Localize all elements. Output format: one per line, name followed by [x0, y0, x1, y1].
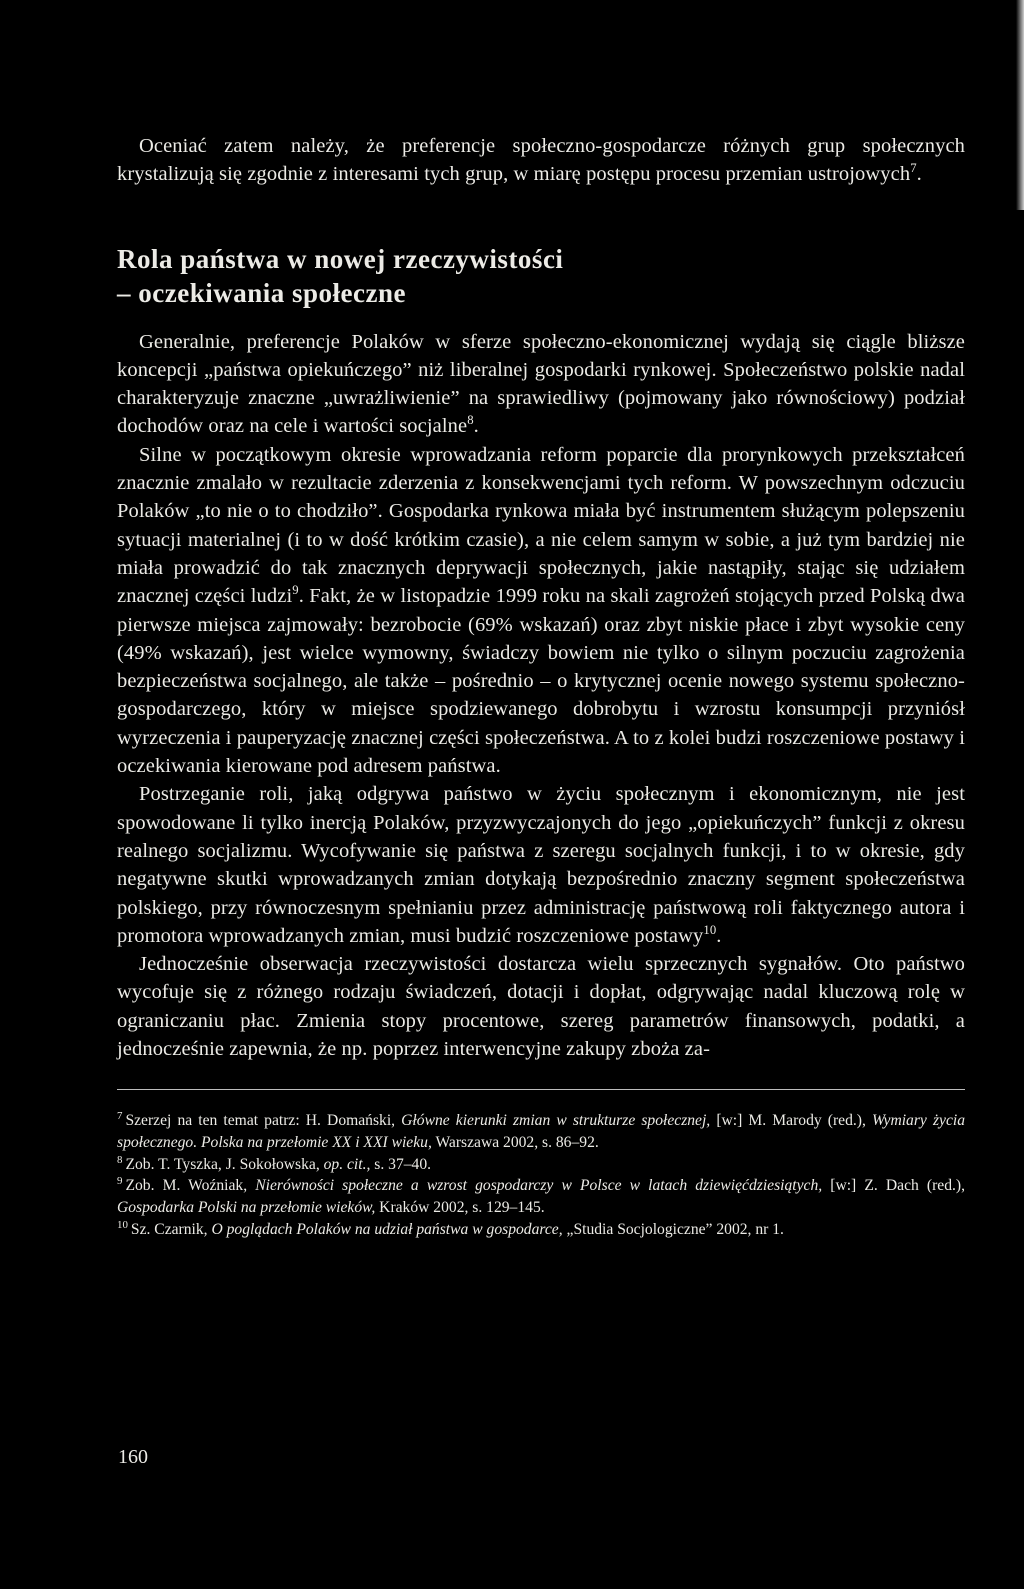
paragraph-intro — [117, 132, 965, 189]
footnote-text: [w:] M. Marody (red.), — [710, 1112, 872, 1130]
paragraph-3-text: Postrzeganie roli, jaką odgrywa państwo w życiu społecznym i ekonomicznym, nie jest spowodowane li tylko inercją Polaków, przyzwyczajonych do jego „opiekuńczych” funkcji z okresu realnego socjalizmu. Wycofywanie się państwa z szeregu socjalnych funkcji, i to w okresie, gdy negatywne skutki wprowadzanych zmian dotykają bezpośrednio znaczny segment społeczeństwa polskiego, przy równoczesnym spełnianiu przez administrację państwową roli faktycznego autora i promotora wprowadzanych zmian, musi budzić roszczeniowe postawy — [117, 783, 965, 947]
footnote-8 — [117, 1154, 965, 1176]
footnote-title: Gospodarka Polski na przełomie wieków, — [117, 1199, 376, 1217]
paragraph-2 — [117, 441, 965, 781]
paragraph-1-text: Generalnie, preferencje Polaków w sferze społeczno-ekonomicznej wydają się ciągle bliższe koncepcji „państwa opiekuńczego” niż liberalnej gospodarki rynkowej. Społeczeństwo polskie nadal charakteryzuje znaczne „uwrażliwienie” na sprawiedliwy (pojmowany jako równościowy) podział dochodów oraz na cele i wartości socjalne — [117, 330, 965, 438]
paragraph-3-end: . — [716, 924, 722, 947]
footnote-number: 10 — [117, 1218, 128, 1231]
paragraph-2-text-b: . Fakt, że w listopadzie 1999 roku na skali zagrożeń stojących przed Polską dwa pierwsze miejsca zajmowały: bezrobocie (69% wskazań) oraz zbyt niskie płace i zbyt wysokie ceny (49% wskazań), jest wielce wymowny, świadczy bowiem nie tylko o silnym poczuciu zagrożenia bezpieczeństwa socjalnego, ale także – pośrednio – o krytycznej ocenie nowego systemu społeczno-gospodarczego, który w miejsce spodziewanego dobrobytu i wzrostu konsumpcji przyniósł wyrzeczenia i pauperyzację znacznej części społeczeństwa. A to z kolei budzi roszczeniowe postawy i oczekiwania kierowane pod adresem państwa. — [117, 585, 965, 778]
paragraph-3 — [117, 780, 965, 950]
section-heading — [117, 242, 965, 310]
footnote-text: Szerzej na ten temat patrz: H. Domański, — [125, 1112, 402, 1130]
footnote-text: Sz. Czarnik, — [130, 1220, 212, 1238]
paragraph-intro-end: . — [916, 163, 922, 186]
footnote-text: s. 37–40. — [370, 1155, 432, 1173]
footnotes — [117, 1110, 965, 1240]
paragraph-1 — [117, 328, 965, 441]
footnote-ref-10[interactable]: 10 — [703, 923, 717, 937]
paragraph-1-end: . — [473, 415, 479, 438]
footnote-number: 8 — [117, 1153, 123, 1166]
footnote-number: 7 — [117, 1110, 123, 1123]
section-heading-line-2: – oczekiwania społeczne — [117, 277, 406, 308]
paragraph-2-text-a: Silne w początkowym okresie wprowadzania reform poparcie dla prorynkowych przekształceń znacznie zmalało w rezultacie zderzenia z konsekwencjami tych reform. W powszechnym odczuciu Polaków „to nie o to chodziło”. Gospodarka rynkowa miała być instrumentem służącym polepszeniu sytuacji materialnej (i to w dość krótkim czasie), a nie celem samym w sobie, a już tym bardziej nie miała prowadzić do tak znacznych deprywacji społecznych, jakie nastąpiły, stając się udziałem znacznej części ludzi — [117, 443, 965, 608]
footnote-number: 9 — [117, 1175, 123, 1188]
footnote-9 — [117, 1175, 965, 1218]
footnote-text: Zob. M. Woźniak, — [125, 1177, 256, 1195]
paragraph-intro-text: Oceniać zatem należy, że preferencje społeczno-gospodarcze różnych grup społecznych krystalizują się zgodnie z interesami tych grup, w miarę postępu procesu przemian ustrojowych — [117, 135, 965, 186]
footnote-title: Wymiary życia społecznego. Polska na przełomie XX i XXI wieku, — [117, 1112, 965, 1152]
footnote-7 — [117, 1110, 965, 1153]
footnote-ref-9[interactable]: 9 — [292, 583, 299, 598]
footnote-text: Zob. T. Tyszka, J. Sokołowska, — [125, 1155, 324, 1173]
paragraph-4 — [117, 950, 965, 1063]
page-edge-shadow — [1016, 0, 1024, 210]
section-heading-line-1: Rola państwa w nowej rzeczywistości — [117, 243, 564, 274]
footnote-text: [w:] Z. Dach (red.), — [822, 1177, 965, 1195]
page-number: 160 — [118, 1446, 148, 1468]
footnote-text: „Studia Socjologiczne” 2002, nr 1. — [562, 1220, 784, 1238]
footnote-title: Główne kierunki zmian w strukturze społecznej, — [401, 1112, 711, 1130]
footnote-ref-7[interactable]: 7 — [910, 161, 917, 176]
footnote-text: Kraków 2002, s. 129–145. — [375, 1199, 545, 1217]
footnote-title: op. cit., — [323, 1155, 371, 1173]
footnote-ref-8[interactable]: 8 — [467, 413, 474, 428]
footnote-divider — [117, 1089, 965, 1090]
footnote-title: Nierówności społeczne a wzrost gospodarczy w Polsce w latach dziewięćdziesiątych, — [255, 1177, 823, 1195]
footnote-title: O poglądach Polaków na udział państwa w gospodarce, — [211, 1220, 563, 1238]
footnote-10 — [117, 1219, 965, 1241]
footnote-text: Warszawa 2002, s. 86–92. — [431, 1134, 599, 1152]
page-content — [117, 132, 965, 1241]
paragraph-4-text: Jednocześnie obserwacja rzeczywistości dostarcza wielu sprzecznych sygnałów. Oto państwo wycofuje się z różnego rodzaju świadczeń, dotacji i dopłat, odgrywając nadal kluczową rolę w ograniczaniu płac. Zmienia stopy procentowe, szereg parametrów finansowych, podatki, a jednocześnie zapewnia, że np. poprzez interwencyjne zakupy zboża za- — [117, 953, 965, 1061]
